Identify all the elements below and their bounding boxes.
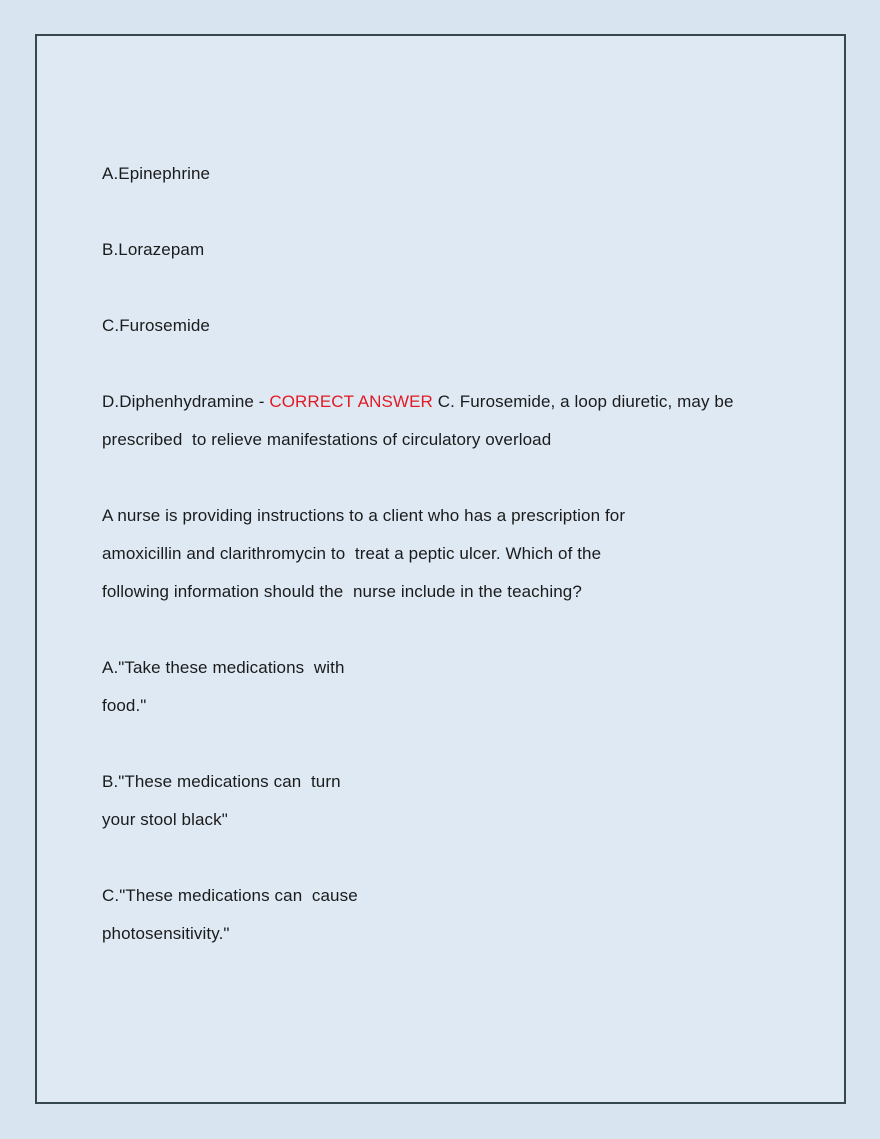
text-line <box>102 535 804 573</box>
text-segment: C. Furosemide, a loop diuretic, may be <box>432 392 734 411</box>
text-line <box>102 497 804 535</box>
text-segment: food." <box>102 696 147 715</box>
text-line <box>102 573 804 611</box>
text-segment: C."These medications can cause <box>102 886 358 905</box>
text-line <box>102 763 804 801</box>
text-segment: B.Lorazepam <box>102 240 205 259</box>
text-line <box>102 801 804 839</box>
text-segment: photosensitivity." <box>102 924 230 943</box>
paragraph-question <box>102 497 804 611</box>
text-segment: following information should the nurse include in the teaching? <box>102 582 582 601</box>
text-line <box>102 383 804 421</box>
paragraph-option <box>102 877 804 953</box>
text-segment: prescribed to relieve manifestations of circulatory overload <box>102 430 552 449</box>
text-segment: your stool black" <box>102 810 228 829</box>
text-line <box>102 687 804 725</box>
text-line <box>102 421 804 459</box>
text-segment: A nurse is providing instructions to a client who has a prescription for <box>102 506 626 525</box>
text-segment: A."Take these medications with <box>102 658 345 677</box>
text-segment: D.Diphenhydramine - <box>102 392 270 411</box>
text-line <box>102 649 804 687</box>
text-line <box>102 155 804 193</box>
paragraph-option-with-answer <box>102 383 804 459</box>
document-card <box>35 34 846 1104</box>
text-line <box>102 231 804 269</box>
text-segment: C.Furosemide <box>102 316 210 335</box>
paragraph-option <box>102 155 804 193</box>
correct-answer-label: CORRECT ANSWER <box>269 392 433 411</box>
text-line <box>102 915 804 953</box>
paragraph-option <box>102 649 804 725</box>
paragraph-option <box>102 763 804 839</box>
text-segment: B."These medications can turn <box>102 772 341 791</box>
text-segment: amoxicillin and clarithromycin to treat a peptic ulcer. Which of the <box>102 544 602 563</box>
paragraph-option <box>102 231 804 269</box>
text-line <box>102 877 804 915</box>
text-segment: A.Epinephrine <box>102 164 211 183</box>
document-text <box>37 36 844 953</box>
paragraph-option <box>102 307 804 345</box>
text-line <box>102 307 804 345</box>
